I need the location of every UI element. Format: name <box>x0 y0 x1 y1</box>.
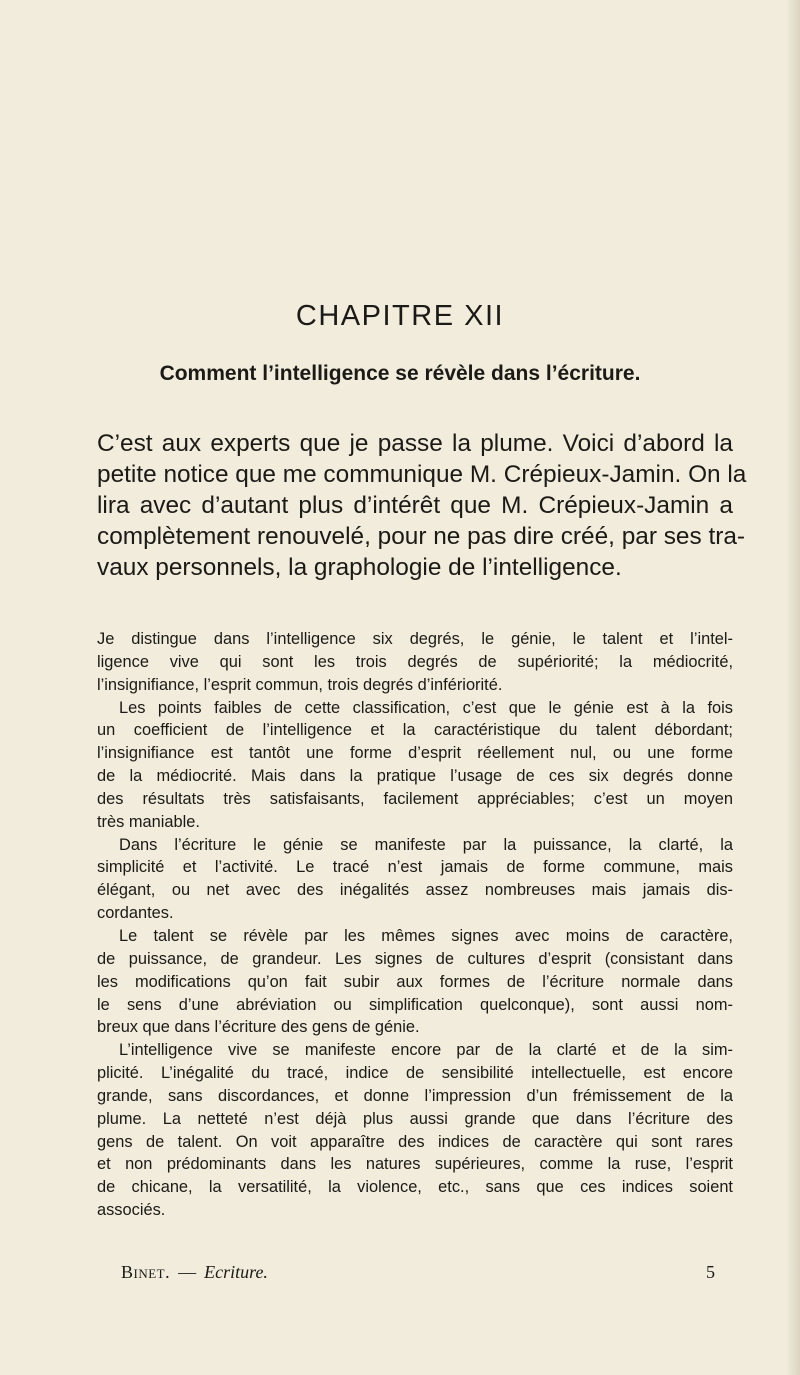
signature-mark: Binet. <box>121 1262 171 1282</box>
intro-line: C’est aux experts que je passe la plume. Voici d’abord la <box>97 430 733 457</box>
section-title: Comment l’intelligence se révèle dans l’écriture. <box>159 362 641 385</box>
body-line: un coefficient de l’intelligence et la caractéristique du talent débordant; <box>97 721 733 740</box>
intro-line: complètement renouvelé, pour ne pas dire créé, par ses tra- <box>97 523 746 550</box>
body-line: ligence vive qui sont les trois degrés de supériorité; la médiocrité, <box>97 652 733 671</box>
chapter-title: CHAPITRE XII <box>295 300 505 332</box>
body-line: de chicane, la versatilité, la violence, etc., sans que ces indices soient <box>97 1178 733 1197</box>
body-line: grande, sans discordances, et donne l’impression d’un frémissement de la <box>97 1086 733 1105</box>
work-title: Ecriture. <box>204 1262 268 1282</box>
body-line: L’intelligence vive se manifeste encore par de la clarté et de la sim- <box>119 1041 733 1060</box>
body-line: Les points faibles de cette classification, c’est que le génie est à la fois <box>119 698 733 717</box>
body-line: plicité. L’inégalité du tracé, indice de sensibilité intellectuelle, est encore <box>97 1064 733 1083</box>
body-line: très maniable. <box>97 812 200 831</box>
body-line: de puissance, de grandeur. Les signes de cultures d’esprit (consistant dans <box>97 949 733 968</box>
body-line: breux que dans l’écriture des gens de génie. <box>97 1018 420 1037</box>
intro-line: vaux personnels, la graphologie de l’intelligence. <box>97 554 622 581</box>
body-line: des résultats très satisfaisants, facilement appréciables; c’est un moyen <box>97 789 733 808</box>
page-edge-shadow <box>786 0 800 1375</box>
body-line: simplicité et l’activité. Le tracé n’est jamais de forme commune, mais <box>97 858 733 877</box>
body-line: gens de talent. On voit apparaître des indices de caractère qui sont rares <box>97 1132 733 1151</box>
intro-paragraph <box>97 428 747 583</box>
body-line: associés. <box>97 1201 166 1220</box>
body-line: Dans l’écriture le génie se manifeste par la puissance, la clarté, la <box>119 835 733 854</box>
intro-line: lira avec d’autant plus d’intérêt que M. Crépieux-Jamin a <box>97 492 733 519</box>
body-line: le sens d’une abréviation ou simplification quelconque), sont aussi nom- <box>97 995 733 1014</box>
body-line: les modifications qu’on fait subir aux formes de l’écriture normale dans <box>97 972 733 991</box>
body-line: cordantes. <box>97 904 174 923</box>
body-line: et non prédominants dans les natures supérieures, comme la ruse, l’esprit <box>97 1155 733 1174</box>
page-number: 5 <box>706 1262 715 1282</box>
page-footer <box>121 1262 715 1283</box>
body-line: l’insignifiance est tantôt une forme d’esprit réellement nul, ou une forme <box>97 744 733 763</box>
body-line: élégant, ou net avec des inégalités assez nombreuses mais jamais dis- <box>97 881 733 900</box>
quoted-notice <box>97 628 733 1222</box>
footer-dash: — <box>178 1262 197 1282</box>
body-line: de la médiocrité. Mais dans la pratique l’usage de ces six degrés donne <box>97 767 733 786</box>
body-line: Je distingue dans l’intelligence six degrés, le génie, le talent et l’intel- <box>97 630 733 648</box>
body-line: plume. La netteté n’est déjà plus aussi grande que dans l’écriture des <box>97 1109 733 1128</box>
intro-line: petite notice que me communique M. Crépieux-Jamin. On la <box>97 461 747 488</box>
body-line: Le talent se révèle par les mêmes signes avec moins de caractère, <box>119 926 733 945</box>
body-line: l’insignifiance, l’esprit commun, trois degrés d’infériorité. <box>97 675 503 694</box>
